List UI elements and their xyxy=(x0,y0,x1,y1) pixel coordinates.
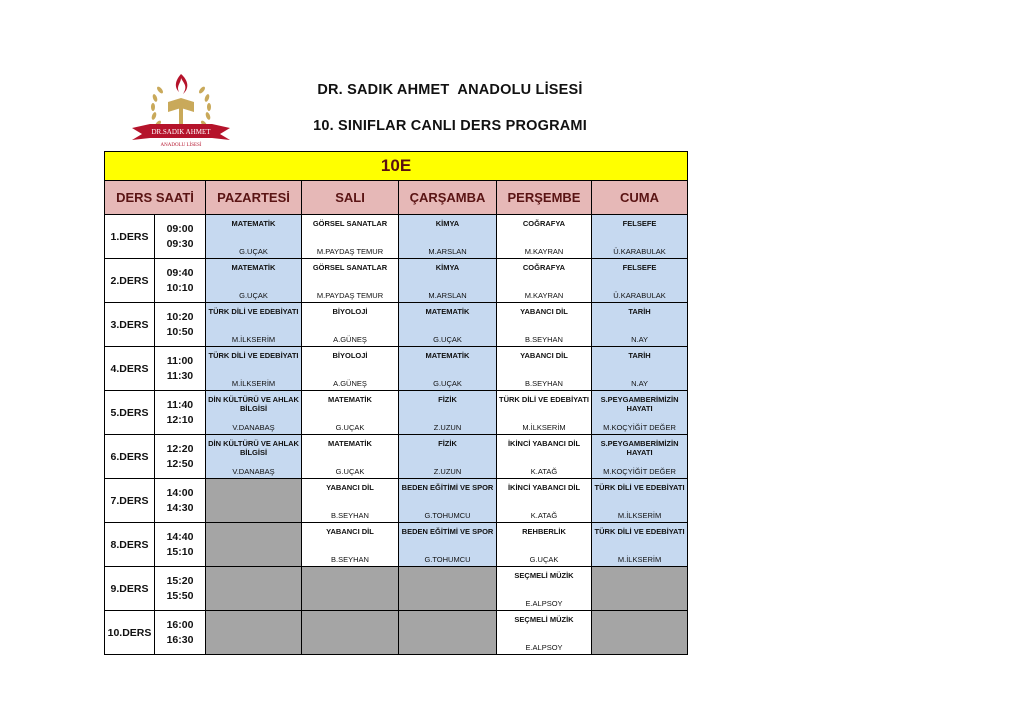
subject-name: YABANCI DİL xyxy=(520,351,568,360)
lesson-start-time: 11:40 xyxy=(166,398,194,411)
teacher-name: N.AY xyxy=(631,379,649,388)
lesson-row xyxy=(105,215,688,259)
lesson-end-time: 14:30 xyxy=(166,501,194,514)
lesson-cell-persembe xyxy=(497,523,592,567)
lesson-cell-cuma xyxy=(592,479,688,523)
lesson-row xyxy=(105,523,688,567)
lesson-label: 7.DERS xyxy=(105,479,155,523)
lesson-time xyxy=(155,303,206,347)
teacher-name: G.UÇAK xyxy=(433,379,462,388)
teacher-name: G.UÇAK xyxy=(433,335,462,344)
lesson-end-time: 16:30 xyxy=(166,633,194,646)
teacher-name: E.ALPSOY xyxy=(525,643,563,652)
subject-name: KİMYA xyxy=(435,263,460,272)
lesson-cell-carsamba xyxy=(399,391,497,435)
lesson-cell-pazartesi xyxy=(206,479,302,523)
lesson-row xyxy=(105,259,688,303)
subject-name: FELSEFE xyxy=(622,219,657,228)
lesson-cell-persembe xyxy=(497,391,592,435)
header-ders-saati: DERS SAATİ xyxy=(105,181,206,215)
lesson-row xyxy=(105,391,688,435)
lesson-row xyxy=(105,347,688,391)
lesson-cell-persembe xyxy=(497,479,592,523)
lesson-cell-pazartesi xyxy=(206,523,302,567)
class-name: 10E xyxy=(105,152,688,181)
lesson-cell-carsamba xyxy=(399,523,497,567)
teacher-name: M.KAYRAN xyxy=(524,247,564,256)
lesson-cell-pazartesi xyxy=(206,215,302,259)
lesson-cell-persembe xyxy=(497,259,592,303)
lesson-row xyxy=(105,479,688,523)
lesson-cell-sali xyxy=(302,611,399,655)
lesson-cell-persembe xyxy=(497,347,592,391)
lesson-start-time: 14:00 xyxy=(166,486,194,499)
lesson-cell-pazartesi xyxy=(206,259,302,303)
teacher-name: G.TOHUMCU xyxy=(424,555,471,564)
subject-name: BEDEN EĞİTİMİ VE SPOR xyxy=(401,483,494,492)
lesson-cell-pazartesi xyxy=(206,567,302,611)
teacher-name: M.İLKSERİM xyxy=(617,511,662,520)
teacher-name: M.KAYRAN xyxy=(524,291,564,300)
lesson-end-time: 10:10 xyxy=(166,281,194,294)
header-carsamba: ÇARŞAMBA xyxy=(399,181,497,215)
subject-name: MATEMATİK xyxy=(328,439,372,448)
subject-name: MATEMATİK xyxy=(328,395,372,404)
subject-name: DİN KÜLTÜRÜ VE AHLAK BİLGİSİ xyxy=(208,395,299,413)
teacher-name: V.DANABAŞ xyxy=(232,467,275,476)
subject-name: S.PEYGAMBERİMİZİN HAYATI xyxy=(600,395,679,413)
lesson-cell-pazartesi xyxy=(206,347,302,391)
subject-name: COĞRAFYA xyxy=(522,263,566,272)
lesson-label: 2.DERS xyxy=(105,259,155,303)
school-name: DR. SADIK AHMET ANADOLU LİSESİ xyxy=(317,82,583,98)
subject-name: SEÇMELİ MÜZİK xyxy=(514,615,574,624)
lesson-label: 8.DERS xyxy=(105,523,155,567)
subject-name: KİMYA xyxy=(435,219,460,228)
lesson-cell-persembe xyxy=(497,215,592,259)
lesson-time xyxy=(155,435,206,479)
lesson-end-time: 15:50 xyxy=(166,589,194,602)
teacher-name: Z.UZUN xyxy=(433,423,462,432)
lesson-row xyxy=(105,303,688,347)
lesson-end-time: 12:50 xyxy=(166,457,194,470)
lesson-row xyxy=(105,435,688,479)
lesson-cell-carsamba xyxy=(399,259,497,303)
lesson-start-time: 14:40 xyxy=(166,530,194,543)
teacher-name: M.İLKSERİM xyxy=(231,379,276,388)
lesson-start-time: 11:00 xyxy=(166,354,194,367)
lesson-row xyxy=(105,611,688,655)
lesson-time xyxy=(155,479,206,523)
header-persembe: PERŞEMBE xyxy=(497,181,592,215)
lesson-time xyxy=(155,347,206,391)
lesson-cell-cuma xyxy=(592,391,688,435)
header-row xyxy=(105,181,688,215)
lesson-start-time: 12:20 xyxy=(166,442,194,455)
teacher-name: N.AY xyxy=(631,335,649,344)
teacher-name: Z.UZUN xyxy=(433,467,462,476)
teacher-name: M.İLKSERİM xyxy=(617,555,662,564)
lesson-cell-cuma xyxy=(592,347,688,391)
lesson-cell-persembe xyxy=(497,611,592,655)
subject-name: İKİNCİ YABANCI DİL xyxy=(507,483,581,492)
subject-name: GÖRSEL SANATLAR xyxy=(312,263,388,272)
teacher-name: M.PAYDAŞ TEMUR xyxy=(316,247,384,256)
subject-name: GÖRSEL SANATLAR xyxy=(312,219,388,228)
teacher-name: Ü.KARABULAK xyxy=(613,247,666,256)
teacher-name: B.SEYHAN xyxy=(525,379,563,388)
subject-name: FELSEFE xyxy=(622,263,657,272)
lesson-time xyxy=(155,259,206,303)
lesson-cell-sali xyxy=(302,347,399,391)
header-cuma: CUMA xyxy=(592,181,688,215)
lesson-cell-cuma xyxy=(592,611,688,655)
lesson-time xyxy=(155,391,206,435)
lesson-end-time: 12:10 xyxy=(166,413,194,426)
lesson-label: 10.DERS xyxy=(105,611,155,655)
program-title: 10. SINIFLAR CANLI DERS PROGRAMI xyxy=(313,118,587,134)
teacher-name: M.İLKSERİM xyxy=(231,335,276,344)
lesson-cell-carsamba xyxy=(399,611,497,655)
subject-name: YABANCI DİL xyxy=(326,527,374,536)
lesson-cell-sali xyxy=(302,435,399,479)
subject-name: MATEMATİK xyxy=(231,263,276,272)
teacher-name: B.SEYHAN xyxy=(525,335,563,344)
subject-name: TARİH xyxy=(628,351,651,360)
lesson-cell-sali xyxy=(302,391,399,435)
subject-name: REHBERLİK xyxy=(522,527,566,536)
lesson-cell-persembe xyxy=(497,435,592,479)
lesson-cell-carsamba xyxy=(399,215,497,259)
teacher-name: B.SEYHAN xyxy=(331,511,369,520)
subject-name: MATEMATİK xyxy=(425,351,470,360)
subject-name: TÜRK DİLİ VE EDEBİYATI xyxy=(594,483,685,492)
lesson-start-time: 15:20 xyxy=(166,574,194,587)
lesson-cell-sali xyxy=(302,259,399,303)
lesson-cell-sali xyxy=(302,479,399,523)
subject-name: FİZİK xyxy=(438,439,457,448)
subject-name: MATEMATİK xyxy=(425,307,470,316)
lesson-time xyxy=(155,611,206,655)
subject-name: TÜRK DİLİ VE EDEBİYATI xyxy=(208,307,299,316)
subject-name: COĞRAFYA xyxy=(522,219,566,228)
lesson-cell-sali xyxy=(302,215,399,259)
subject-name: İKİNCİ YABANCI DİL xyxy=(507,439,581,448)
teacher-name: Ü.KARABULAK xyxy=(613,291,666,300)
lesson-start-time: 09:00 xyxy=(166,222,194,235)
teacher-name: G.TOHUMCU xyxy=(424,511,471,520)
subject-name: S.PEYGAMBERİMİZİN HAYATI xyxy=(600,439,679,457)
lesson-cell-cuma xyxy=(592,523,688,567)
lesson-cell-carsamba xyxy=(399,479,497,523)
lesson-end-time: 09:30 xyxy=(166,237,194,250)
teacher-name: A.GÜNEŞ xyxy=(333,335,367,344)
subject-name: BEDEN EĞİTİMİ VE SPOR xyxy=(401,527,494,536)
subject-name: TÜRK DİLİ VE EDEBİYATI xyxy=(498,395,589,404)
subject-name: TÜRK DİLİ VE EDEBİYATI xyxy=(594,527,685,536)
lesson-end-time: 11:30 xyxy=(166,369,194,382)
subject-name: YABANCI DİL xyxy=(326,483,374,492)
teacher-name: G.UÇAK xyxy=(335,423,365,432)
subject-name: DİN KÜLTÜRÜ VE AHLAK BİLGİSİ xyxy=(208,439,299,457)
lesson-cell-cuma xyxy=(592,303,688,347)
teacher-name: M.KOÇYİĞİT DEĞER xyxy=(603,467,676,476)
subject-name: FİZİK xyxy=(438,395,457,404)
lesson-cell-sali xyxy=(302,303,399,347)
subject-name: BİYOLOJİ xyxy=(332,307,368,316)
teacher-name: M.KOÇYİĞİT DEĞER xyxy=(603,423,676,432)
teacher-name: G.UÇAK xyxy=(239,291,268,300)
subject-name: TÜRK DİLİ VE EDEBİYATI xyxy=(208,351,299,360)
teacher-name: G.UÇAK xyxy=(239,247,268,256)
teacher-name: E.ALPSOY xyxy=(525,599,563,608)
lesson-cell-persembe xyxy=(497,567,592,611)
subject-name: YABANCI DİL xyxy=(520,307,568,316)
teacher-name: A.GÜNEŞ xyxy=(333,379,367,388)
subject-name: TARİH xyxy=(628,307,651,316)
lesson-end-time: 10:50 xyxy=(166,325,194,338)
lesson-cell-cuma xyxy=(592,215,688,259)
lesson-label: 4.DERS xyxy=(105,347,155,391)
lesson-label: 5.DERS xyxy=(105,391,155,435)
lesson-end-time: 15:10 xyxy=(166,545,194,558)
subject-name: MATEMATİK xyxy=(231,219,276,228)
logo-text-line1: DR.SADIK AHMET xyxy=(151,128,211,136)
lesson-cell-pazartesi xyxy=(206,435,302,479)
flame-icon xyxy=(176,74,187,94)
lesson-cell-cuma xyxy=(592,259,688,303)
lesson-cell-carsamba xyxy=(399,567,497,611)
teacher-name: M.PAYDAŞ TEMUR xyxy=(316,291,384,300)
lesson-cell-carsamba xyxy=(399,435,497,479)
lesson-cell-pazartesi xyxy=(206,611,302,655)
lesson-label: 1.DERS xyxy=(105,215,155,259)
teacher-name: K.ATAĞ xyxy=(530,511,558,520)
lesson-start-time: 16:00 xyxy=(166,618,194,631)
lesson-start-time: 09:40 xyxy=(166,266,194,279)
lesson-label: 3.DERS xyxy=(105,303,155,347)
lesson-row xyxy=(105,567,688,611)
header-sali: SALI xyxy=(302,181,399,215)
subject-name: SEÇMELİ MÜZİK xyxy=(514,571,574,580)
lesson-cell-persembe xyxy=(497,303,592,347)
lesson-label: 6.DERS xyxy=(105,435,155,479)
lesson-time xyxy=(155,215,206,259)
teacher-name: M.ARSLAN xyxy=(428,247,467,256)
header-pazartesi: PAZARTESİ xyxy=(206,181,302,215)
lesson-cell-pazartesi xyxy=(206,391,302,435)
lesson-cell-sali xyxy=(302,567,399,611)
lesson-time xyxy=(155,523,206,567)
teacher-name: G.UÇAK xyxy=(335,467,365,476)
teacher-name: B.SEYHAN xyxy=(331,555,369,564)
teacher-name: K.ATAĞ xyxy=(530,467,558,476)
lesson-label: 9.DERS xyxy=(105,567,155,611)
lesson-cell-cuma xyxy=(592,435,688,479)
teacher-name: M.ARSLAN xyxy=(428,291,467,300)
lesson-time xyxy=(155,567,206,611)
lesson-cell-cuma xyxy=(592,567,688,611)
lesson-cell-sali xyxy=(302,523,399,567)
subject-name: BİYOLOJİ xyxy=(332,351,368,360)
lesson-cell-carsamba xyxy=(399,303,497,347)
schedule-table xyxy=(104,151,688,655)
teacher-name: V.DANABAŞ xyxy=(232,423,275,432)
lesson-start-time: 10:20 xyxy=(166,310,194,323)
teacher-name: M.İLKSERİM xyxy=(522,423,566,432)
school-logo xyxy=(128,66,234,152)
lesson-cell-pazartesi xyxy=(206,303,302,347)
lesson-cell-carsamba xyxy=(399,347,497,391)
teacher-name: G.UÇAK xyxy=(529,555,559,564)
logo-text-line2: ANADOLU LİSESİ xyxy=(160,143,202,148)
